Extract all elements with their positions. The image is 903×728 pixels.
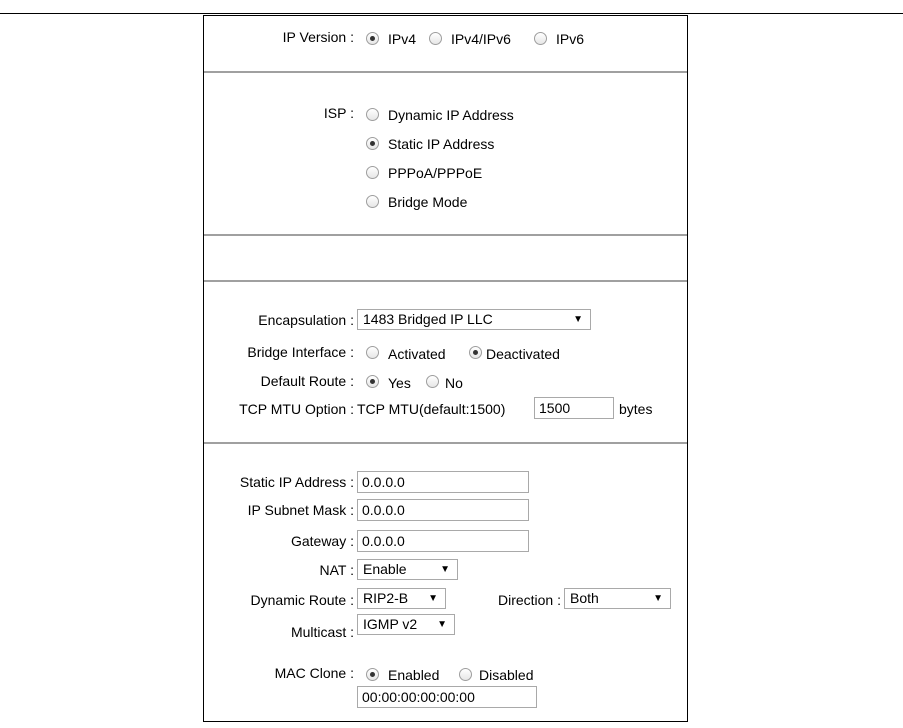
isp-label: ISP : (323, 105, 354, 121)
radio-mac-clone-disabled-label: Disabled (479, 667, 534, 683)
encapsulation-select[interactable] (357, 309, 591, 330)
default-route-label: Default Route : (260, 373, 354, 389)
nat-label: NAT : (319, 562, 354, 578)
section-divider (204, 280, 687, 282)
section-divider (204, 442, 687, 444)
radio-isp-pppoe[interactable] (366, 166, 379, 179)
nat-select[interactable] (357, 559, 458, 580)
radio-isp-dynamic[interactable] (366, 108, 379, 121)
subnet-mask-input[interactable]: 0.0.0.0 (357, 499, 529, 521)
dynamic-route-label: Dynamic Route : (250, 592, 354, 608)
radio-isp-pppoe-label: PPPoA/PPPoE (388, 165, 483, 181)
radio-default-route-yes-label: Yes (388, 375, 411, 391)
chevron-down-icon: ▼ (573, 314, 583, 325)
static-ip-input[interactable]: 0.0.0.0 (357, 471, 529, 493)
bridge-interface-label: Bridge Interface : (247, 344, 354, 360)
subnet-mask-label: IP Subnet Mask : (247, 502, 354, 518)
radio-isp-dynamic-label: Dynamic IP Address (388, 107, 514, 123)
static-ip-label: Static IP Address : (239, 474, 354, 490)
radio-isp-bridge[interactable] (366, 195, 379, 208)
radio-default-route-no[interactable] (426, 375, 439, 388)
direction-label: Direction : (497, 592, 561, 608)
radio-ipv6-label: IPv6 (556, 31, 585, 47)
encapsulation-label: Encapsulation : (258, 312, 354, 328)
radio-ipv4-ipv6[interactable] (429, 32, 442, 45)
multicast-label: Multicast : (290, 624, 354, 640)
radio-bridge-activated[interactable] (366, 346, 379, 359)
radio-mac-clone-enabled-label: Enabled (388, 667, 440, 683)
multicast-value: IGMP v2 (363, 616, 418, 632)
radio-isp-bridge-label: Bridge Mode (388, 194, 468, 210)
tcp-mtu-text: TCP MTU(default:1500) (357, 401, 506, 417)
dynamic-route-value: RIP2-B (363, 590, 409, 606)
radio-ipv4-label: IPv4 (388, 31, 417, 47)
chevron-down-icon: ▼ (440, 564, 450, 575)
tcp-mtu-input[interactable]: 1500 (534, 397, 614, 419)
multicast-select[interactable] (357, 614, 455, 635)
ip-version-label: IP Version : (282, 29, 354, 45)
direction-value: Both (570, 590, 599, 606)
radio-bridge-deactivated[interactable] (469, 346, 482, 359)
radio-ipv4-ipv6-label: IPv4/IPv6 (451, 31, 511, 47)
section-divider (204, 71, 687, 73)
encapsulation-value: 1483 Bridged IP LLC (363, 311, 493, 327)
radio-mac-clone-disabled[interactable] (459, 668, 472, 681)
radio-bridge-deactivated-label: Deactivated (486, 346, 560, 362)
wan-settings-panel (203, 15, 688, 722)
chevron-down-icon: ▼ (437, 619, 447, 630)
direction-select[interactable] (564, 588, 671, 609)
tcp-mtu-option-label: TCP MTU Option : (239, 401, 354, 417)
radio-bridge-activated-label: Activated (388, 346, 446, 362)
radio-default-route-no-label: No (445, 375, 463, 391)
nat-value: Enable (363, 561, 407, 577)
radio-isp-static[interactable] (366, 137, 379, 150)
radio-default-route-yes[interactable] (366, 375, 379, 388)
radio-ipv6[interactable] (534, 32, 547, 45)
gateway-label: Gateway : (290, 533, 354, 549)
mac-address-input[interactable]: 00:00:00:00:00:00 (357, 686, 537, 708)
tcp-mtu-unit: bytes (619, 401, 653, 417)
section-divider (204, 234, 687, 236)
chevron-down-icon: ▼ (428, 593, 438, 604)
radio-mac-clone-enabled[interactable] (366, 668, 379, 681)
top-border-line (0, 13, 903, 14)
dynamic-route-select[interactable] (357, 588, 446, 609)
mac-clone-label: MAC Clone : (274, 665, 354, 681)
radio-isp-static-label: Static IP Address (388, 136, 495, 152)
radio-ipv4[interactable] (366, 32, 379, 45)
gateway-input[interactable]: 0.0.0.0 (357, 530, 529, 552)
chevron-down-icon: ▼ (653, 593, 663, 604)
